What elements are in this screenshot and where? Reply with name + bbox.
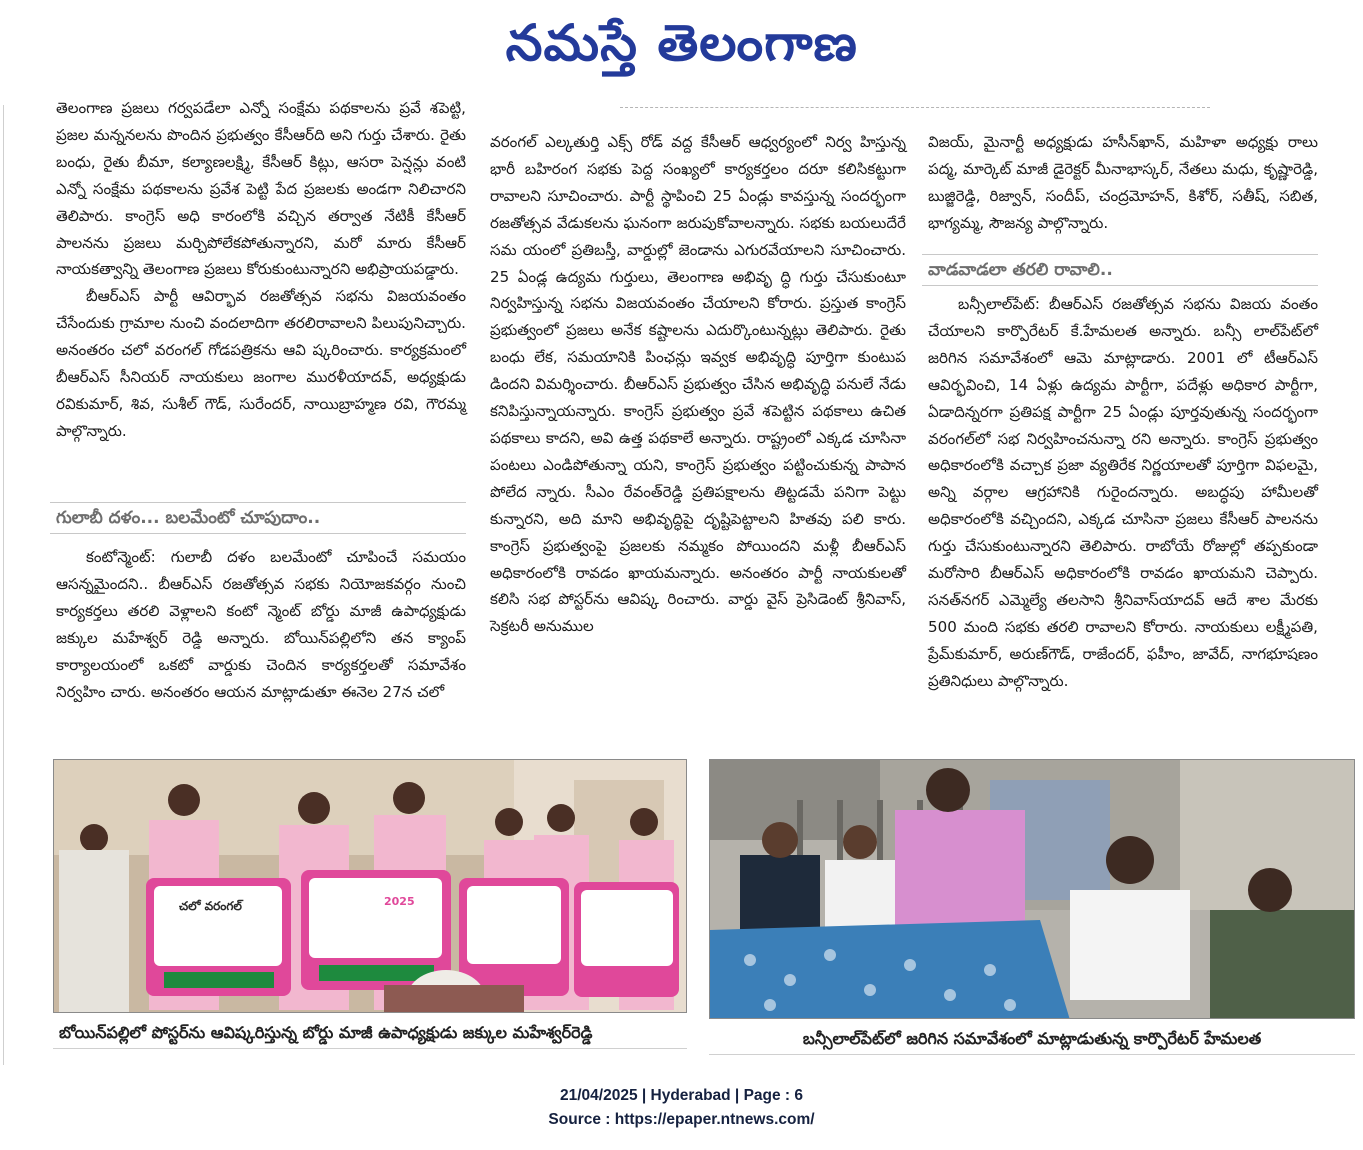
article-paragraph: బన్సీలాల్‌పేట్: బీఆర్‌ఎస్ రజతోత్సవ సభను విజయ వంతం చేయాలని కార్పొరేటర్ కే.హేమలత అన్నారు. బన్సీ లాల్‌పేట్‌లో జరిగిన సమావేశంలో ఆమె మాట్లాడారు. 2001 లో టీఆర్‌ఎస్ ఆవిర్భవించి, 14 ఏళ్లు ఉద్యమ పార్టీగా, పదేళ్లు అధికార పార్టీగా, ఏడాదిన్నరగా ప్రతిపక్ష పార్టీగా 25 ఏండ్లు పూర్తవుతున్న సందర్భంగా వరంగల్‌లో సభ నిర్వహించనున్నా రని అన్నారు. కాంగ్రెస్ ప్రభుత్వం అధికారంలోకి వచ్చాక ప్రజా వ్యతిరేక నిర్ణయాలతో పూర్తిగా విఫలమై, అన్ని వర్గాల ఆగ్రహానికి గురైందన్నారు. అబద్ధపు హామీలతో అధికారంలోకి వచ్చిందని, ఎక్కడ చూసినా ప్రజలు కేసీఆర్ పాలనను గుర్తు చేసుకుంటున్నారని తెలిపారు. రాబోయే రోజుల్లో తప్పకుండా మరోసారి బీఆర్‌ఎస్ అధికారంలోకి రావడం ఖాయమని చెప్పారు. సనత్‌నగర్ ఎమ్మెల్యే తలసాని శ్రీనివాస్‌యాదవ్ ఆదే శాల మేరకు 500 మంది సభకు తరలి రావాలని కోరారు. నాయకులు లక్ష్మీపతి, ప్రేమ్‌కుమార్, అరుణ్‌గౌడ్, రాజేందర్, ఫహీం, జావేద్, నాగభూషణం ప్రతినిధులు పాల్గొన్నారు. [928,295,1318,690]
section-divider [620,107,1210,108]
photo-caption-2: బన్సీలాల్‌పేట్‌లో జరిగిన సమావేశంలో మాట్లాడుతున్న కార్పొరేటర్ హేమలత [709,1024,1355,1055]
article-paragraph: వరంగల్ ఎల్కతుర్తి ఎక్స్ రోడ్ వద్ద కేసీఆర్ ఆధ్వర్యంలో నిర్వ హిస్తున్న భారీ బహిరంగ సభకు పెద్ద సంఖ్యలో కార్యకర్తలం దరూ కలిసికట్టుగా రావాలని సూచించారు. పార్టీ స్థాపించి 25 ఏండ్లు కావస్తున్న సందర్భంగా రజతోత్సవ వేడుకలను ఘనంగా జరుపుకోవాలన్నారు. సభకు బయలుదేరే సమ యంలో ప్రతిబస్తీ, వార్డుల్లో జెండాను ఎగురవేయాలని సూచించారు. 25 ఏండ్ల ఉద్యమ గుర్తులు, తెలంగాణ అభివృ ద్ధి గుర్తు చేసుకుంటూ నిర్వహిస్తున్న సభను విజయవంతం చేయాలని కోరారు. ప్రస్తుత కాంగ్రెస్ ప్రభుత్వంలో ప్రజలు అనేక కష్టాలను ఎదుర్కొంటున్నట్లు తెలిపారు. రైతు బంధు లేక, సమయానికి పింఛన్లు ఇవ్వక అభివృద్ధి పూర్తిగా కుంటుప డిందని విమర్శించారు. బీఆర్‌ఎస్ ప్రభుత్వం చేసిన అభివృద్ధి పనులే నేడు కనిపిస్తున్నాయన్నారు. కాంగ్రెస్ ప్రభుత్వం ప్రవే శపెట్టిన పథకాలు ఉచిత పథకాలు కాదని, అవి ఉత్త పథకాలే అన్నారు. రాష్ట్రంలో ఎక్కడ చూసినా పంటలు ఎండిపోతున్నా యని, కాంగ్రెస్ ప్రభుత్వం పట్టించుకున్న పాపాన పోలేద న్నారు. సీఎం రేవంత్‌రెడ్డి ప్రతిపక్షాలను తిట్టడమే పనిగా పెట్టు కున్నారని, అది మాని అభివృద్ధిపై దృష్టిపెట్టాలని హితవు పలి కారు. కాంగ్రెస్ ప్రభుత్వంపై ప్రజలకు నమ్మకం పోయిందని మళ్లీ బీఆర్‌ఎస్ అధికారంలోకి రావడం ఖాయమన్నారు. అనంతరం పార్టీ నాయకులతో కలిసి సభ పోస్టర్‌ను ఆవిష్క రించారు. వార్డు వైస్ ప్రెసిడెంట్ శ్రీనివాస్, సెక్రటరీ అనుముల [490,133,906,636]
article-column-2 [490,129,906,640]
photo-poster-unveiling [53,759,687,1013]
poster-year: 2025 [384,895,415,908]
subheadline-right: వాడవాడలా తరలి రావాలి.. [922,254,1318,286]
article-column-3 [928,129,1318,237]
article-paragraph: బీఆర్‌ఎస్ పార్టీ ఆవిర్భావ రజతోత్సవ సభను విజయవంతం చేసేందుకు గ్రామాల నుంచి వందలాదిగా తరలిరావాలని పిలుపునిచ్చారు. అనంతరం చలో వరంగల్ గోడపత్రికను ఆవి ష్కరించారు. కార్యక్రమంలో బీఆర్‌ఎస్ సీనియర్ నాయకులు జంగాల మురళీయాదవ్, అధ్యక్షుడు రవికుమార్, శివ, సుశీల్ గౌడ్, సురేందర్, నాయిబ్రాహ్మణ రవి, గౌరమ్మ పాల్గొన్నారు. [56,287,466,440]
article-column-1b [56,544,466,705]
article-column-1 [56,95,466,445]
photo-meeting [709,759,1355,1019]
footer-date-line: 21/04/2025 | Hyderabad | Page : 6 [559,1087,804,1104]
page-footer [0,1084,1363,1132]
article-column-3b [928,291,1318,695]
photo-caption-1: బోయిన్‌పల్లిలో పోస్టర్‌ను ఆవిష్కరిస్తున్న బోర్డు మాజీ ఉపాధ్యక్షుడు జక్కుల మహేశ్వర్‌రెడ్డి [53,1018,687,1049]
article-paragraph: విజయ్, మైనార్టీ అధ్యక్షుడు హసీన్‌ఖాన్, మహిళా అధ్యక్షు రాలు పద్మ, మార్కెట్ మాజీ డైరెక్టర్ మీనాభాస్కర్, నేతలు మధు, కృష్ణారెడ్డి, బుజ్జిరెడ్డి, రిజ్వాన్, సందీప్, చంద్రమోహన్, కిశోర్, సతీష్, సబిత, భాగ్యమ్మ, సౌజన్య పాల్గొన్నారు. [928,133,1318,232]
article-paragraph: కంటోన్మెంట్: గులాబీ దళం బలమేంటో చూపించే సమయం ఆసన్నమైందని.. బీఆర్‌ఎస్ రజతోత్సవ సభకు నియోజకవర్గం నుంచి కార్యకర్తలు తరలి వెళ్లాలని కంటో న్మెంట్ బోర్డు మాజీ ఉపాధ్యక్షుడు జక్కుల మహేశ్వర్ రెడ్డి అన్నారు. బోయిన్‌పల్లిలోని తన క్యాంప్ కార్యాలయంలో ఒకటో వార్డుకు చెందిన కార్యకర్తలతో సమావేశం నిర్వహిం చారు. అనంతరం ఆయన మాట్లాడుతూ ఈనెల 27న చలో [56,548,466,701]
article-paragraph: తెలంగాణ ప్రజలు గర్వపడేలా ఎన్నో సంక్షేమ పథకాలను ప్రవే శపెట్టి, ప్రజల మన్ననలను పొందిన ప్రభుత్వం కేసీఆర్‌ది అని గుర్తు చేశారు. రైతు బంధు, రైతు బీమా, కల్యాణలక్ష్మి, కేసీఆర్ కిట్లు, ఆసరా పెన్షన్లు వంటి ఎన్నో సంక్షేమ పథకాలను ప్రవేశ పెట్టి పేద ప్రజలకు అండగా నిలిచారని తెలిపారు. కాంగ్రెస్ అధి కారంలోకి వచ్చిన తర్వాత నేటికీ కేసీఆర్ పాలనను ప్రజలు మర్చిపోలేకపోతున్నారని, మరో మారు కేసీఆర్ నాయకత్వాన్ని తెలంగాణ ప్రజలు కోరుకుంటున్నారని అభిప్రాయపడ్డారు. [56,99,466,279]
subheadline-left: గులాబీ దళం... బలమేంటో చూపుదాం.. [50,502,466,534]
photo-illustration [54,760,687,1013]
newspaper-title: నమస్తే తెలంగాణ [505,13,858,72]
masthead [0,8,1363,84]
photo-illustration [710,760,1355,1019]
page-edge-rule [3,105,4,1065]
footer-source-line: Source : https://epaper.ntnews.com/ [548,1111,815,1128]
poster-label: చలో వరంగల్ [179,899,242,913]
